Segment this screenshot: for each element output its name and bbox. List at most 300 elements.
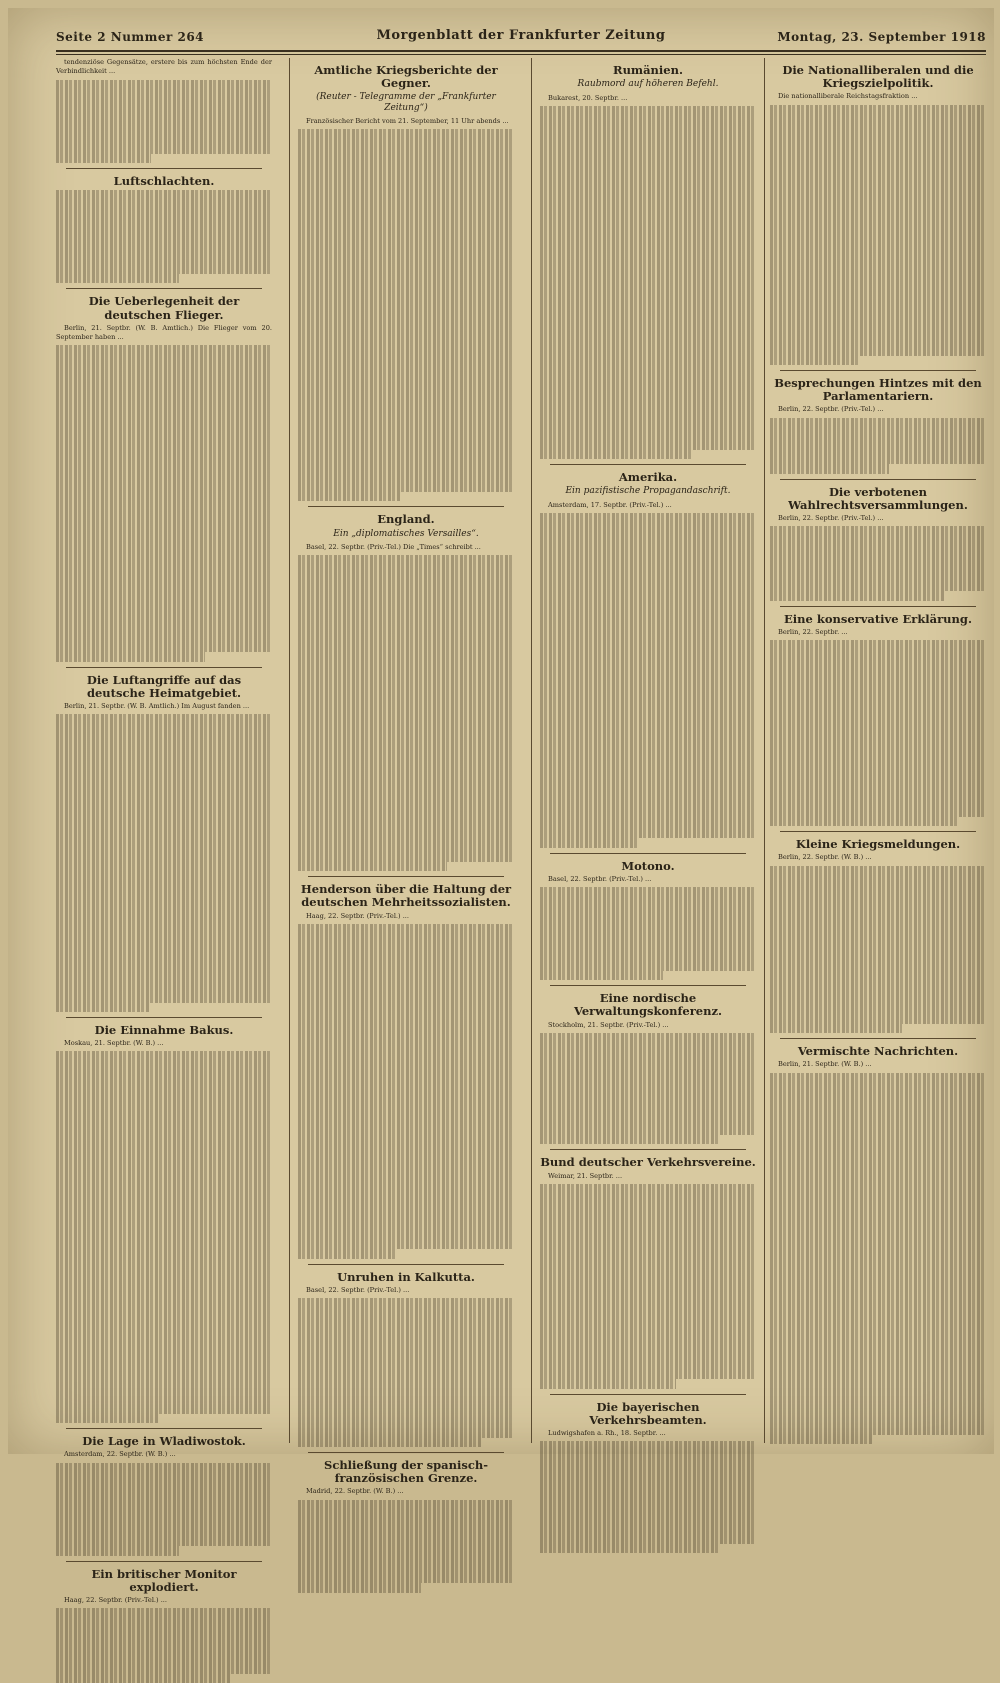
- body-text-line: [540, 124, 756, 133]
- body-text-line: [56, 256, 272, 265]
- article-dateline: Berlin, 22. Septbr. (W. B.) ...: [778, 853, 872, 862]
- body-text-line: [770, 179, 986, 188]
- body-text-line: [540, 450, 693, 459]
- body-text-line: [298, 1555, 514, 1564]
- body-text-line: [540, 962, 756, 971]
- article-headline: Motono.: [621, 858, 675, 873]
- body-text-line: [770, 1082, 986, 1091]
- body-text-line: [56, 401, 272, 410]
- body-text-line: [540, 1451, 756, 1460]
- body-text-line: [770, 188, 986, 197]
- body-text-line: [298, 1091, 514, 1100]
- body-text-line: [540, 1033, 756, 1042]
- body-text-line: [56, 1618, 272, 1627]
- body-text-line: [298, 815, 514, 824]
- body-text-line: [56, 392, 272, 401]
- body-text-line: [56, 937, 272, 946]
- body-text-line: [770, 903, 986, 912]
- body-text-line: [770, 866, 986, 875]
- article-dateline: Berlin, 22. Septbr. (Priv.-Tel.) ...: [778, 514, 884, 522]
- body-text-line: [298, 1363, 514, 1372]
- body-text-line: [540, 1525, 756, 1534]
- body-text-line: [56, 1061, 272, 1070]
- body-text-line: [56, 135, 272, 144]
- body-text-line: [56, 919, 272, 928]
- body-text-line: [770, 563, 986, 572]
- body-text-line: [56, 643, 272, 652]
- body-text-line: [298, 769, 514, 778]
- body-text-line: [770, 436, 986, 445]
- body-text-line: [770, 1119, 986, 1128]
- body-text-line: [56, 1405, 272, 1414]
- body-text-line: [298, 620, 514, 629]
- body-text-line: [56, 1377, 272, 1386]
- body-text-line: [770, 123, 986, 132]
- body-text-line: [540, 671, 756, 680]
- body-text-line: [540, 755, 756, 764]
- body-text-line: [540, 310, 756, 319]
- body-text-line: [298, 1373, 514, 1382]
- body-text-line: [770, 1389, 986, 1398]
- body-text-line: [56, 1079, 272, 1088]
- body-text-line: [540, 403, 756, 412]
- body-text-line: [540, 115, 756, 124]
- body-text-line: [540, 217, 756, 226]
- body-text-line: [770, 1305, 986, 1314]
- article-dateline: Französischer Bericht vom 21. September, 11 Uhr abends ...: [306, 117, 509, 126]
- body-text-line: [56, 1546, 179, 1555]
- body-text-line: [298, 1354, 514, 1363]
- body-text-line: [540, 1107, 756, 1116]
- body-text-line: [540, 236, 756, 245]
- body-text-line: [56, 466, 272, 475]
- body-text-line: [56, 531, 272, 540]
- body-text-line: [56, 513, 272, 522]
- body-text-line: [298, 222, 514, 231]
- article-headline: Eine nordische Verwaltungskonferenz.: [573, 991, 723, 1019]
- body-text-line: [770, 1175, 986, 1184]
- body-text-line: [540, 699, 756, 708]
- body-text-line: [56, 928, 272, 937]
- body-text-line: [540, 522, 756, 531]
- body-text-line: [540, 171, 756, 180]
- body-text-line: [770, 253, 986, 262]
- body-text-line: [770, 272, 986, 281]
- body-text-line: [770, 464, 889, 473]
- body-text-line: [298, 933, 514, 942]
- body-text-line: [770, 1333, 986, 1342]
- body-text-line: [56, 1491, 272, 1500]
- body-text-line: [298, 713, 514, 722]
- article-separator: [550, 1394, 746, 1395]
- body-text-line: [540, 245, 756, 254]
- body-text-line: [770, 1091, 986, 1100]
- body-text-line: [770, 894, 986, 903]
- body-text-line: [540, 652, 756, 661]
- article-dateline: Berlin, 21. Septbr. (W. B. Amtlich.) Die Flieger vom 20. September haben ...: [56, 323, 272, 342]
- article-separator: [66, 288, 262, 289]
- body-text-line: [298, 676, 514, 685]
- body-text-line: [298, 602, 514, 611]
- body-text-line: [56, 1312, 272, 1321]
- body-text-line: [298, 592, 514, 601]
- body-text-line: [56, 1135, 272, 1144]
- body-text-line: [770, 780, 986, 789]
- body-text-line: [540, 952, 756, 961]
- body-text-line: [56, 364, 272, 373]
- body-text-line: [770, 151, 986, 160]
- body-text-line: [298, 778, 514, 787]
- body-text-line: [56, 770, 272, 779]
- article-headline: Die bayerischen Verkehrsbeamten.: [589, 1399, 707, 1427]
- body-text-line: [56, 1051, 272, 1060]
- body-text-line: [770, 1184, 986, 1193]
- body-text-line: [56, 1509, 272, 1518]
- body-text-line: [540, 727, 756, 736]
- article-separator: [780, 479, 976, 480]
- article-separator: [308, 1452, 504, 1453]
- body-text-line: [540, 143, 756, 152]
- body-text-line: [56, 1191, 272, 1200]
- body-text-line: [298, 287, 514, 296]
- body-text-line: [298, 760, 514, 769]
- body-text-line: [770, 912, 986, 921]
- body-text-line: [770, 752, 986, 761]
- body-text-line: [298, 1382, 514, 1391]
- body-text-line: [56, 993, 272, 1002]
- body-text-line: [56, 494, 272, 503]
- body-text-line: [298, 639, 514, 648]
- body-text-line: [56, 789, 272, 798]
- body-text-line: [770, 1416, 986, 1425]
- article-separator: [66, 168, 262, 169]
- body-text-line: [770, 1286, 986, 1295]
- article-separator: [550, 464, 746, 465]
- body-text-line: [540, 680, 756, 689]
- body-text-line: [770, 216, 986, 225]
- body-text-line: [540, 708, 756, 717]
- body-text-line: [298, 555, 514, 564]
- body-text-line: [56, 1655, 272, 1664]
- body-text-line: [56, 578, 272, 587]
- body-text-line: [770, 668, 986, 677]
- article-separator: [550, 1149, 746, 1150]
- body-text-line: [540, 1469, 756, 1478]
- body-text-line: [298, 1156, 514, 1165]
- body-text-line: [298, 343, 514, 352]
- body-text-line: [770, 114, 986, 123]
- body-text-line: [56, 1674, 231, 1683]
- article-separator: [780, 370, 976, 371]
- body-text-line: [298, 989, 514, 998]
- body-text-line: [298, 732, 514, 741]
- body-text-line: [298, 250, 514, 259]
- body-text-line: [56, 411, 272, 420]
- body-text-line: [298, 408, 514, 417]
- body-text-line: [298, 1194, 514, 1203]
- article-headline: Bund deutscher Verkehrsvereine.: [540, 1155, 756, 1170]
- body-text-line: [540, 162, 756, 171]
- article-dateline: Basel, 22. Septbr. (Priv.-Tel.) ...: [548, 874, 652, 883]
- body-text-line: [56, 1274, 272, 1283]
- body-text-line: [298, 1565, 514, 1574]
- body-text-line: [770, 1426, 986, 1435]
- body-text-line: [56, 117, 272, 126]
- body-text-line: [770, 1005, 986, 1014]
- body-text-line: [298, 167, 514, 176]
- body-text-line: [540, 906, 756, 915]
- article-dateline: tendenziöse Gegensätze, erstere bis zum höchsten Ende der Verbindlichkeit ...: [56, 58, 272, 76]
- body-text-line: [298, 834, 514, 843]
- body-text-line: [770, 959, 986, 968]
- body-text-line: [770, 1296, 986, 1305]
- body-text-line: [770, 235, 986, 244]
- body-text-line: [56, 826, 272, 835]
- article-dateline: Berlin, 21. Septbr. (W. B.) ...: [778, 1060, 872, 1069]
- body-text-line: [770, 742, 986, 751]
- article-dateline: Basel, 22. Septbr. (Priv.-Tel.) ...: [306, 1285, 410, 1294]
- body-text-line: [56, 1089, 272, 1098]
- body-text-line: [298, 1438, 482, 1447]
- body-text-line: [56, 541, 272, 550]
- article-headline: Schließung der spanisch-französischen Grenze.: [324, 1457, 488, 1486]
- body-text-line: [298, 446, 514, 455]
- article-dateline: Moskau, 21. Septbr. (W. B.) ...: [64, 1039, 164, 1048]
- body-text-line: [770, 356, 859, 365]
- body-text-line: [298, 1317, 514, 1326]
- article-separator: [66, 1561, 262, 1562]
- body-text-line: [770, 931, 986, 940]
- body-text-line: [770, 554, 986, 563]
- body-text-line: [56, 126, 272, 135]
- body-text-line: [56, 1181, 272, 1190]
- body-text-line: [540, 152, 756, 161]
- body-text-line: [540, 550, 756, 559]
- body-text-line: [540, 227, 756, 236]
- body-text-line: [56, 80, 272, 89]
- body-text-line: [540, 1478, 756, 1487]
- body-text-line: [298, 213, 514, 222]
- body-text-line: [298, 1082, 514, 1091]
- newspaper-page: [8, 8, 994, 1605]
- body-text-line: [540, 1333, 756, 1342]
- body-text-line: [540, 578, 756, 587]
- body-text-line: [770, 1024, 902, 1033]
- body-text-line: [770, 696, 986, 705]
- body-text-line: [770, 226, 986, 235]
- body-text-line: [56, 1646, 272, 1655]
- body-text-line: [298, 1335, 514, 1344]
- body-text-line: [56, 900, 272, 909]
- body-text-line: [770, 207, 986, 216]
- body-text-line: [540, 773, 756, 782]
- body-text-line: [770, 291, 986, 300]
- body-text-line: [298, 1249, 395, 1258]
- body-text-line: [770, 659, 986, 668]
- body-text-line: [298, 980, 514, 989]
- article-dateline: Die nationalliberale Reichstagsfraktion ...: [778, 92, 918, 101]
- body-text-line: [56, 1636, 272, 1645]
- body-text-line: [540, 934, 756, 943]
- body-text-line: [540, 1516, 756, 1525]
- body-text-line: [298, 1212, 514, 1221]
- article-headline: Die Nationalliberalen und die Kriegszielpolitik.: [782, 63, 974, 91]
- body-text-line: [298, 1509, 514, 1518]
- body-text-line: [56, 209, 272, 218]
- body-text-line: [770, 1379, 986, 1388]
- body-text-line: [540, 745, 756, 754]
- body-text-line: [770, 1314, 986, 1323]
- body-text-line: [540, 134, 756, 143]
- body-text-line: [56, 1228, 272, 1237]
- body-text-line: [770, 884, 986, 893]
- body-text-line: [770, 921, 986, 930]
- body-text-line: [298, 492, 400, 501]
- body-text-line: [298, 998, 514, 1007]
- body-text-line: [540, 532, 756, 541]
- body-text-line: [56, 807, 272, 816]
- body-text-line: [56, 98, 272, 107]
- body-text-line: [540, 1230, 756, 1239]
- body-text-line: [770, 987, 986, 996]
- body-text-line: [56, 1219, 272, 1228]
- article-separator: [66, 667, 262, 668]
- body-text-line: [298, 306, 514, 315]
- body-text-line: [56, 597, 272, 606]
- article-separator: [66, 1428, 262, 1429]
- body-text-line: [56, 779, 272, 788]
- body-text-line: [540, 838, 637, 847]
- body-text-line: [540, 1460, 756, 1469]
- body-text-line: [56, 1003, 149, 1012]
- body-text-line: [56, 373, 272, 382]
- column-divider: [764, 58, 765, 1443]
- body-text-line: [56, 145, 272, 154]
- body-text-line: [56, 761, 272, 770]
- body-text-line: [56, 237, 272, 246]
- article-headline: Amtliche Kriegsberichte der Gegner.: [314, 63, 498, 91]
- body-text-line: [56, 624, 272, 633]
- body-text-line: [56, 882, 272, 891]
- body-text-line: [298, 1073, 514, 1082]
- article-headline: Unruhen in Kalkutta.: [337, 1269, 475, 1284]
- body-text-line: [540, 897, 756, 906]
- body-text-line: [298, 788, 514, 797]
- body-text-line: [540, 615, 756, 624]
- body-text-line: [298, 1500, 514, 1509]
- body-text-line: [540, 597, 756, 606]
- article-headline: Kleine Kriegsmeldungen.: [795, 837, 961, 852]
- body-text-line: [770, 1110, 986, 1119]
- column-2: [298, 58, 514, 1496]
- header-rule: [56, 54, 986, 55]
- body-text-line: [56, 733, 272, 742]
- body-text-line: [298, 297, 514, 306]
- body-text-line: [540, 273, 756, 282]
- body-text-line: [540, 915, 756, 924]
- body-text-line: [56, 652, 205, 661]
- body-text-line: [770, 1014, 986, 1023]
- body-text-line: [298, 630, 514, 639]
- page-number: Seite 2 Nummer 264: [56, 30, 205, 44]
- article-separator: [66, 1017, 262, 1018]
- body-text-line: [540, 764, 756, 773]
- column-1: [56, 58, 272, 1605]
- body-text-line: [56, 910, 272, 919]
- body-text-line: [770, 677, 986, 686]
- body-text-line: [298, 204, 514, 213]
- body-text-line: [770, 875, 986, 884]
- body-text-line: [298, 1203, 514, 1212]
- body-text-line: [56, 429, 272, 438]
- body-text-line: [56, 817, 272, 826]
- body-text-line: [540, 199, 756, 208]
- body-text-line: [56, 714, 272, 723]
- body-text-line: [540, 1042, 756, 1051]
- article-dateline: Amsterdam, 22. Septbr. (W. B.) ...: [64, 1450, 176, 1459]
- body-text-line: [540, 106, 756, 115]
- body-text-line: [540, 606, 756, 615]
- body-text-line: [298, 657, 514, 666]
- body-text-line: [56, 420, 272, 429]
- body-text-line: [770, 455, 986, 464]
- body-text-line: [56, 1664, 272, 1673]
- article-separator: [780, 1038, 976, 1039]
- article-headline: Amerika.: [618, 470, 678, 485]
- body-text-line: [298, 1017, 514, 1026]
- body-text-line: [56, 504, 272, 513]
- body-text-line: [770, 1221, 986, 1230]
- body-text-line: [298, 260, 514, 269]
- article-separator: [780, 831, 976, 832]
- body-text-line: [298, 1307, 514, 1316]
- body-text-line: [56, 1500, 272, 1509]
- body-text-line: [298, 399, 514, 408]
- column-3: [540, 58, 756, 1448]
- body-text-line: [56, 947, 272, 956]
- body-text-line: [56, 1537, 272, 1546]
- body-text-line: [540, 559, 756, 568]
- body-text-line: [770, 536, 986, 545]
- body-text-line: [298, 1240, 514, 1249]
- body-text-line: [540, 338, 756, 347]
- body-text-line: [56, 1284, 272, 1293]
- body-text-line: [56, 965, 272, 974]
- body-text-line: [56, 1358, 272, 1367]
- body-text-line: [56, 107, 272, 116]
- body-text-line: [298, 1129, 514, 1138]
- body-text-line: [540, 1544, 719, 1553]
- body-text-line: [540, 1249, 756, 1258]
- body-text-line: [56, 1386, 272, 1395]
- body-text-line: [56, 1116, 272, 1125]
- body-text-line: [56, 569, 272, 578]
- body-text-line: [770, 337, 986, 346]
- body-text-line: [770, 705, 986, 714]
- body-text-line: [56, 724, 272, 733]
- article-dateline: Stockholm, 21. Septbr. (Priv.-Tel.) ...: [548, 1020, 669, 1029]
- body-text-line: [56, 606, 272, 615]
- body-text-line: [56, 1481, 272, 1490]
- body-text-line: [540, 1135, 719, 1144]
- body-text-line: [298, 1428, 514, 1437]
- body-text-line: [56, 476, 272, 485]
- article-subheadline: Raubmord auf höheren Befehl.: [577, 79, 719, 90]
- body-text-line: [540, 320, 756, 329]
- column-divider: [289, 58, 290, 1443]
- body-text-line: [540, 1370, 756, 1379]
- article-headline: Vermischte Nachrichten.: [797, 1043, 959, 1058]
